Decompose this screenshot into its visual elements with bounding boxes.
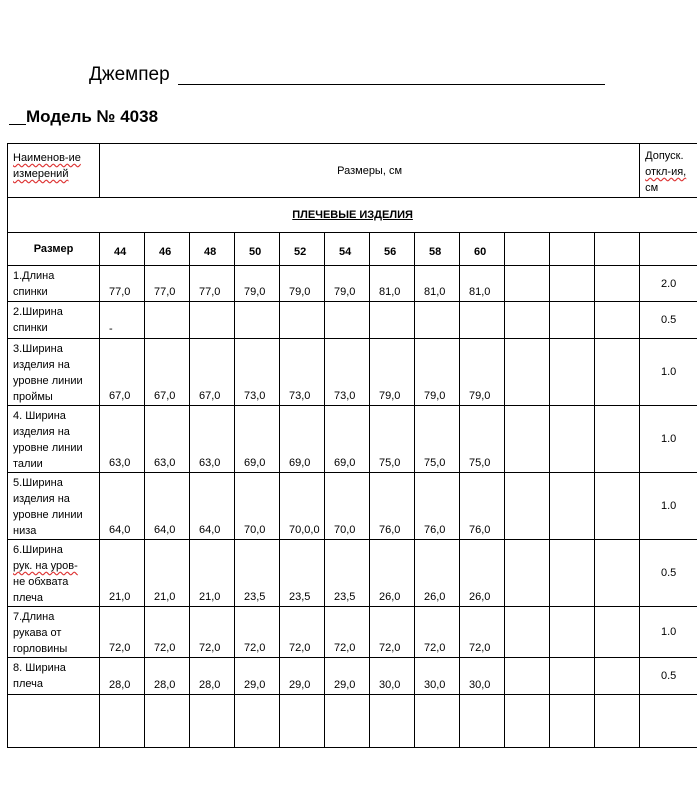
measurement-value: - [100, 302, 145, 339]
measurement-value [550, 473, 595, 540]
measurement-name-line: изделия на [13, 426, 70, 438]
measurement-name-line: низа [13, 525, 37, 537]
size-header-cell [595, 233, 640, 266]
empty-cell [550, 695, 595, 748]
measurement-value [550, 406, 595, 473]
measurement-name-line: плеча [13, 678, 43, 690]
measurement-name-line: спинки [13, 286, 48, 298]
measurement-name-line: изделия на [13, 359, 70, 371]
tolerance-value: 1.0 [640, 339, 697, 406]
measurement-value: 72,0 [100, 607, 145, 658]
measurement-value: 72,0 [325, 607, 370, 658]
empty-cell [415, 695, 460, 748]
measurement-value: 67,0 [100, 339, 145, 406]
measurement-value: 69,0 [235, 406, 280, 473]
measurement-value: 75,0 [460, 406, 505, 473]
measurement-value: 79,0 [325, 266, 370, 302]
measurement-value: 69,0 [280, 406, 325, 473]
measurement-value: 70,0,0 [280, 473, 325, 540]
measurement-name-line: 7.Длина [13, 611, 55, 623]
table-row [8, 473, 697, 540]
measurement-name-line: 8. Ширина [13, 662, 66, 674]
measurement-value [505, 266, 550, 302]
measurement-value [505, 302, 550, 339]
empty-cell [190, 695, 235, 748]
header-tol-line3: см [645, 182, 659, 194]
measurement-value [550, 302, 595, 339]
measurement-value [595, 540, 640, 607]
measurement-value: 21,0 [100, 540, 145, 607]
measurement-value: 63,0 [190, 406, 235, 473]
measurement-value: 75,0 [370, 406, 415, 473]
measurement-name-line: 6.Ширина [13, 544, 63, 556]
measurement-value: 67,0 [145, 339, 190, 406]
measurement-name [8, 607, 100, 658]
empty-cell [370, 695, 415, 748]
table-row [8, 607, 697, 658]
measurement-value: 26,0 [370, 540, 415, 607]
empty-cell [8, 695, 100, 748]
measurement-value: 64,0 [145, 473, 190, 540]
measurement-value: 77,0 [190, 266, 235, 302]
measurement-value: 81,0 [460, 266, 505, 302]
empty-cell [640, 695, 697, 748]
measurement-value: 79,0 [235, 266, 280, 302]
empty-cell [325, 695, 370, 748]
measurement-value: 73,0 [235, 339, 280, 406]
tolerance-value: 1.0 [640, 607, 697, 658]
measurement-value: 67,0 [190, 339, 235, 406]
measurement-value: 29,0 [325, 658, 370, 695]
measurement-value [550, 540, 595, 607]
measurement-value: 72,0 [235, 607, 280, 658]
measurement-value: 26,0 [415, 540, 460, 607]
measurement-value [505, 339, 550, 406]
measurement-value: 30,0 [460, 658, 505, 695]
document-title [89, 64, 605, 86]
measurement-value: 63,0 [100, 406, 145, 473]
size-header-cell: 60 [460, 233, 505, 266]
empty-cell [235, 695, 280, 748]
measurement-name-line: уровне линии [13, 375, 83, 387]
measurement-value: 79,0 [370, 339, 415, 406]
measurement-value: 70,0 [235, 473, 280, 540]
measurement-value: 69,0 [325, 406, 370, 473]
measurement-value: 75,0 [415, 406, 460, 473]
measurement-value: 72,0 [280, 607, 325, 658]
measurement-name-line: плеча [13, 592, 43, 604]
measurement-name-line: уровне линии [13, 442, 83, 454]
measurement-value [550, 658, 595, 695]
tolerance-value: 1.0 [640, 406, 697, 473]
measurement-value: 76,0 [370, 473, 415, 540]
model-number-text: Модель № 4038 [26, 107, 159, 126]
header-name-line1: Наименов-ие [13, 152, 81, 164]
size-label: Размер [8, 233, 100, 266]
measurement-name-line: изделия на [13, 493, 70, 505]
measurement-name [8, 339, 100, 406]
measurement-value [595, 607, 640, 658]
measurement-name-line: горловины [13, 643, 68, 655]
measurement-value [550, 339, 595, 406]
measurement-value [550, 266, 595, 302]
header-tol-line2: откл-ия, [645, 166, 687, 178]
header-name-line2: измерений [13, 168, 69, 180]
measurement-value: 72,0 [190, 607, 235, 658]
measurement-value: 29,0 [235, 658, 280, 695]
measurement-value: 30,0 [415, 658, 460, 695]
measurement-value: 72,0 [415, 607, 460, 658]
measurement-value: 81,0 [415, 266, 460, 302]
tolerance-value: 1.0 [640, 473, 697, 540]
measurement-value [595, 302, 640, 339]
measurement-value: 76,0 [460, 473, 505, 540]
measurement-value: 77,0 [100, 266, 145, 302]
size-header-cell [550, 233, 595, 266]
section-title: ПЛЕЧЕВЫЕ ИЗДЕЛИЯ [8, 198, 697, 233]
header-tol-line1: Допуск. [645, 150, 684, 162]
size-header-cell [505, 233, 550, 266]
measurement-name [8, 302, 100, 339]
measurement-value: 70,0 [325, 473, 370, 540]
measurement-name-line: проймы [13, 391, 53, 403]
measurement-name-line: 5.Ширина [13, 477, 63, 489]
measurement-value [505, 406, 550, 473]
measurement-value: 79,0 [280, 266, 325, 302]
measurement-value: 79,0 [460, 339, 505, 406]
size-header-cell: 44 [100, 233, 145, 266]
tolerance-value: 0.5 [640, 658, 697, 695]
measurement-value: 76,0 [415, 473, 460, 540]
measurement-value: 23,5 [325, 540, 370, 607]
empty-cell [595, 695, 640, 748]
model-number [9, 107, 158, 127]
empty-cell [460, 695, 505, 748]
measurement-value: 72,0 [145, 607, 190, 658]
empty-cell [280, 695, 325, 748]
measurement-value: 21,0 [145, 540, 190, 607]
size-header-cell: 54 [325, 233, 370, 266]
measurement-value [595, 473, 640, 540]
measurement-value: 77,0 [145, 266, 190, 302]
measurement-value [505, 473, 550, 540]
measurement-value: 29,0 [280, 658, 325, 695]
size-header-cell: 56 [370, 233, 415, 266]
table-row [8, 540, 697, 607]
measurement-value: 23,5 [235, 540, 280, 607]
measurement-value [595, 339, 640, 406]
measurement-value [190, 302, 235, 339]
measurement-value: 28,0 [145, 658, 190, 695]
measurement-name-line: спинки [13, 322, 48, 334]
measurement-name-line: уровне линии [13, 509, 83, 521]
measurement-value: 28,0 [190, 658, 235, 695]
empty-row [8, 695, 697, 748]
measurement-value [505, 540, 550, 607]
measurement-value [505, 658, 550, 695]
measurement-value [460, 302, 505, 339]
measurement-value: 72,0 [460, 607, 505, 658]
size-header-cell: 48 [190, 233, 235, 266]
header-row [8, 144, 697, 198]
measurement-name [8, 406, 100, 473]
measurement-name [8, 658, 100, 695]
measurement-name-line: 2.Ширина [13, 306, 63, 318]
measurement-value: 30,0 [370, 658, 415, 695]
measurement-value [280, 302, 325, 339]
table-row [8, 302, 697, 339]
tolerance-value: 0.5 [640, 302, 697, 339]
measurement-value [505, 607, 550, 658]
measurement-name [8, 266, 100, 302]
measurement-name-line: талии [13, 458, 43, 470]
measurement-value: 72,0 [370, 607, 415, 658]
size-header-cell: 58 [415, 233, 460, 266]
measurement-name-line: 1.Длина [13, 270, 55, 282]
size-tolerance-blank [640, 233, 697, 266]
measurement-name [8, 540, 100, 607]
measurement-value: 21,0 [190, 540, 235, 607]
measurement-name [8, 473, 100, 540]
tolerance-value: 0.5 [640, 540, 697, 607]
size-header-cell: 50 [235, 233, 280, 266]
empty-cell [505, 695, 550, 748]
measurement-value: 73,0 [280, 339, 325, 406]
measurement-value: 64,0 [100, 473, 145, 540]
size-header-cell: 46 [145, 233, 190, 266]
measurement-value: 63,0 [145, 406, 190, 473]
header-name-cell [8, 144, 100, 198]
measurement-value [415, 302, 460, 339]
measurement-value [595, 266, 640, 302]
measurement-value: 73,0 [325, 339, 370, 406]
measurement-value [370, 302, 415, 339]
measurement-value [145, 302, 190, 339]
measurement-name-line: рукава от [13, 627, 62, 639]
table-row [8, 406, 697, 473]
size-row [8, 233, 697, 266]
empty-cell [145, 695, 190, 748]
model-underline-pad [9, 123, 26, 125]
measurement-table [7, 143, 697, 748]
measurement-name-line: 4. Ширина [13, 410, 66, 422]
measurement-value: 81,0 [370, 266, 415, 302]
table-row [8, 658, 697, 695]
measurement-value [595, 658, 640, 695]
table-row [8, 266, 697, 302]
measurement-value [550, 607, 595, 658]
measurement-value: 28,0 [100, 658, 145, 695]
measurement-value: 26,0 [460, 540, 505, 607]
measurement-value: 64,0 [190, 473, 235, 540]
header-sizes-cell: Размеры, см [100, 144, 640, 198]
table-row [8, 339, 697, 406]
measurement-value [325, 302, 370, 339]
section-row [8, 198, 697, 233]
header-tolerance-cell [640, 144, 697, 198]
measurement-value: 79,0 [415, 339, 460, 406]
document-title-text: Джемпер [89, 64, 170, 85]
measurement-name-line: не обхвата [13, 576, 69, 588]
measurement-name-line: 3.Ширина [13, 343, 63, 355]
measurement-value [595, 406, 640, 473]
title-underline [178, 84, 605, 85]
measurement-name-line: рук. на уров- [13, 560, 78, 572]
measurement-value [235, 302, 280, 339]
tolerance-value: 2.0 [640, 266, 697, 302]
measurement-value: 23,5 [280, 540, 325, 607]
size-header-cell: 52 [280, 233, 325, 266]
empty-cell [100, 695, 145, 748]
